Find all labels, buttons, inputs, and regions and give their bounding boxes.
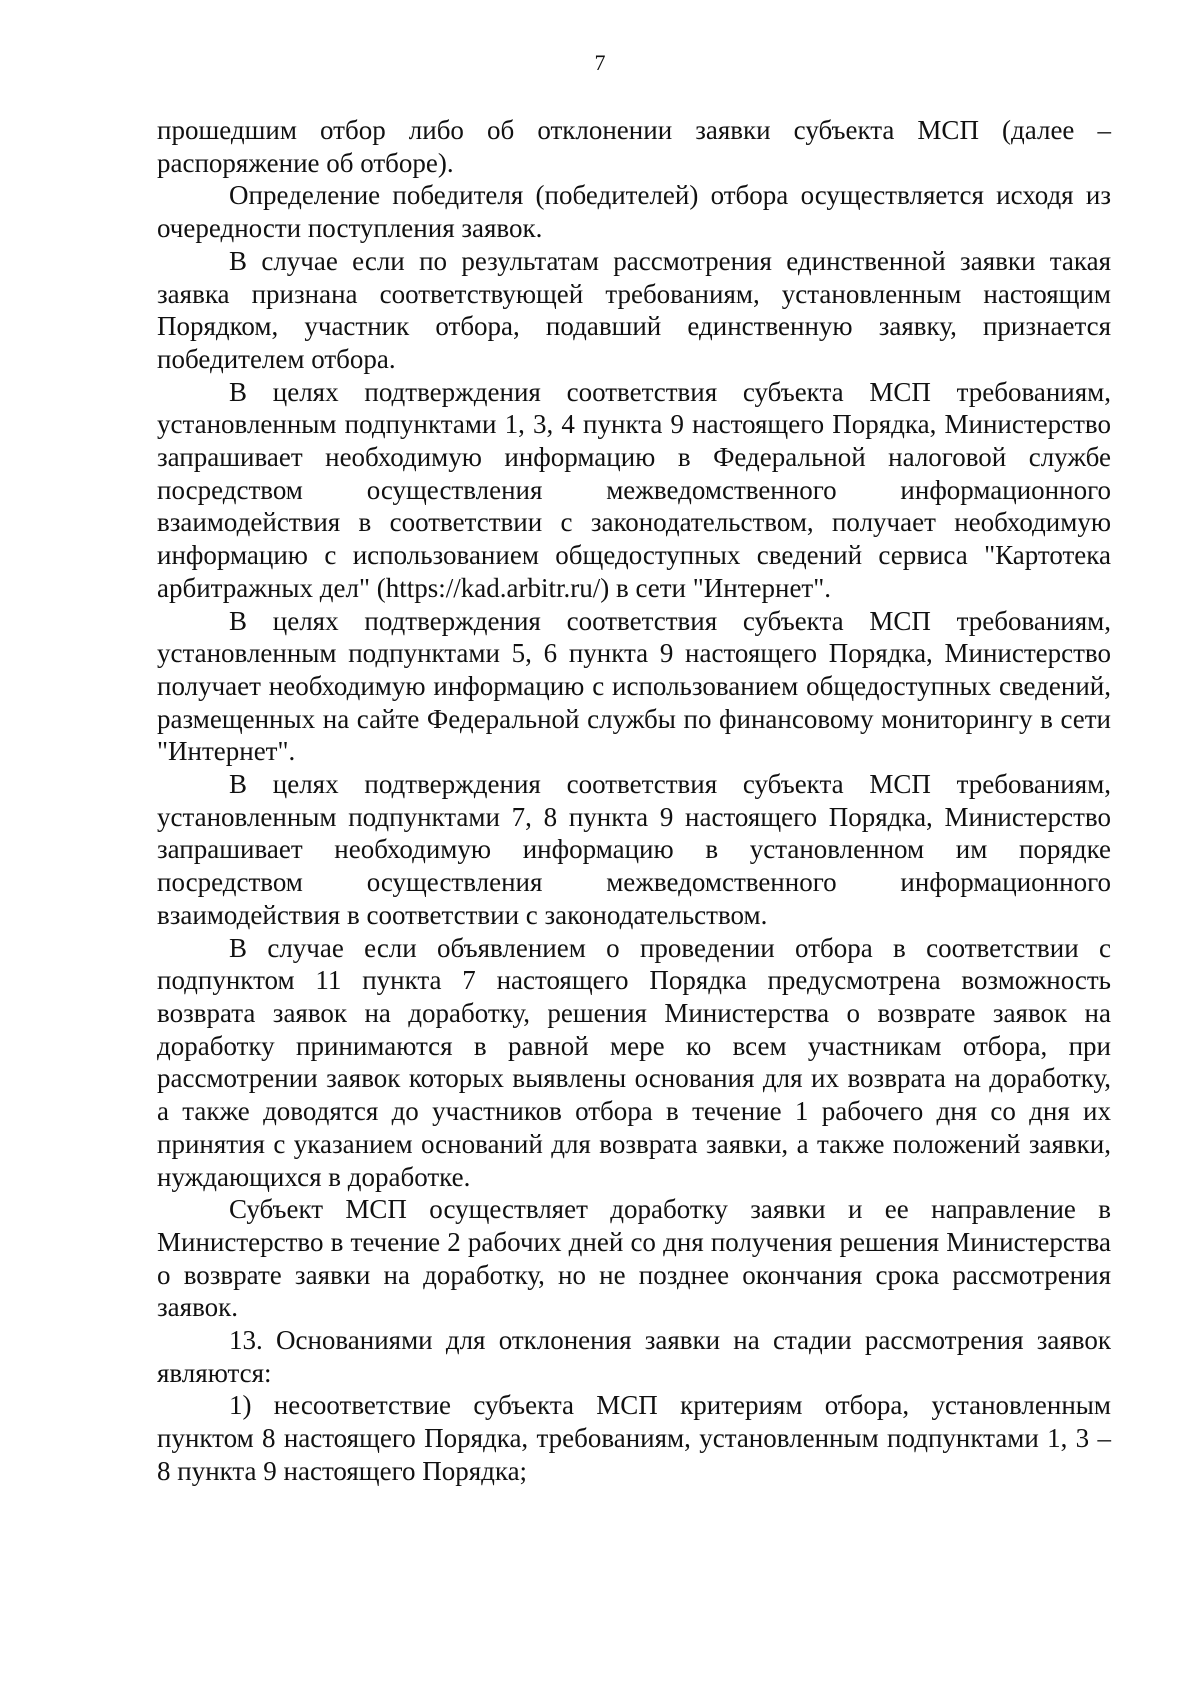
paragraph-rejection-ground-1: 1) несоответствие субъекта МСП критериям отбора, установленным пунктом 8 настоящего Порядка, требованиям, установленным подпунктами 1, 3 – 8 пункта 9 настоящего Порядка; — [157, 1390, 1111, 1486]
paragraph-revision-deadline: Субъект МСП осуществляет доработку заявки и ее направление в Министерство в течение 2 рабочих дней со дня получения решения Министерства о возврате заявки на доработку, но не позднее окончания срока рассмотрения заявок. — [157, 1194, 1111, 1323]
paragraph-interagency-request: В целях подтверждения соответствия субъекта МСП требованиям, установленным подпунктами 7, 8 пункта 9 настоящего Порядка, Министерство запрашивает необходимую информацию в установленном им порядке посредством осуществления межведомственного информационного взаимодействия в соответствии с законодательством. — [157, 769, 1111, 930]
paragraph-tax-service-check: В целях подтверждения соответствия субъекта МСП требованиям, установленным подпунктами 1, 3, 4 пункта 9 настоящего Порядка, Министерство запрашивает необходимую информацию в Федеральной налоговой службе посредством осуществления межведомственного информационного взаимодействия в соответствии с законодательством, получает необходимую информацию с использованием общедоступных сведений сервиса "Картотека арбитражных дел" (https://kad.arbitr.ru/) в сети "Интернет". — [157, 376, 1111, 603]
paragraph-return-for-revision: В случае если объявлением о проведении отбора в соответствии с подпунктом 11 пункта 7 настоящего Порядка предусмотрена возможность возврата заявок на доработку, решения Министерства о возврате заявок на доработку принимаются в равной мере ко всем участникам отбора, при рассмотрении заявок которых выявлены основания для их возврата на доработку, а также доводятся до участников отбора в течение 1 рабочего дня со дня их принятия с указанием оснований для возврата заявки, а также положений заявки, нуждающихся в доработке. — [157, 932, 1111, 1192]
paragraph-single-application: В случае если по результатам рассмотрения единственной заявки такая заявка признана соответствующей требованиям, установленным настоящим Порядком, участник отбора, подавший единственную заявку, признается победителем отбора. — [157, 245, 1111, 374]
paragraph-financial-monitoring-check: В целях подтверждения соответствия субъекта МСП требованиям, установленным подпунктами 5, 6 пункта 9 настоящего Порядка, Министерство получает необходимую информацию с использованием общедоступных сведений, размещенных на сайте Федеральной службы по финансовому мониторингу в сети "Интернет". — [157, 605, 1111, 767]
paragraph-winner-determination: Определение победителя (победителей) отбора осуществляется исходя из очередности поступления заявок. — [157, 180, 1111, 244]
page-number: 7 — [594, 50, 606, 75]
paragraph-continuation: прошедшим отбор либо об отклонении заявки субъекта МСП (далее – распоряжение об отборе). — [157, 115, 1111, 178]
document-body — [157, 114, 1111, 1488]
paragraph-rejection-grounds-heading: 13. Основаниями для отклонения заявки на стадии рассмотрения заявок являются: — [157, 1325, 1111, 1388]
